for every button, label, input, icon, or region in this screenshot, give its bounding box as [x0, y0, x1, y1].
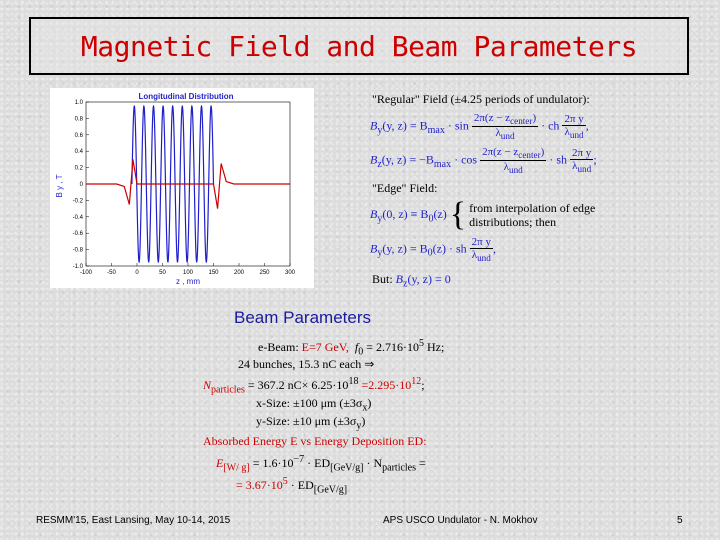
y-axis-label: B y , T: [55, 174, 64, 198]
footer-conference: RESMM'15, East Lansing, May 10-14, 2015: [36, 515, 231, 526]
y-tick-label: 0.2: [74, 165, 83, 172]
x-tick-label: 200: [233, 270, 245, 276]
bz-equation: $B_z(y$, $z) = -B_{max} \cdot \cos$ $\frac{2\pi(z - z_{center})}{\lambda_{und}}$ · sh $\frac{\text{2π y}}{\lambda_{und}}$ ;: [370, 146, 597, 176]
x-tick-label: 0: [135, 270, 139, 276]
title-box: [29, 17, 689, 75]
chart-svg: [50, 88, 314, 288]
footer-author: APS USCO Undulator - N. Mokhov: [383, 515, 538, 526]
y-tick-label: -0.6: [72, 231, 83, 238]
y-tick-label: -1.0: [72, 264, 83, 270]
edge-by-equation: $B_y(y$, $z) = B_0(z)$ · sh $\frac{\text{2π y}}{\lambda_{und}}$ ,: [370, 236, 496, 264]
x-tick-label: -50: [107, 270, 116, 276]
longitudinal-distribution-chart: [50, 88, 314, 288]
x-tick-label: 250: [259, 270, 270, 276]
x-tick-label: 50: [159, 270, 166, 276]
edge-field-header: "Edge" Field:: [372, 181, 438, 195]
x-axis-label: z , mm: [176, 277, 200, 286]
energy-equation-1: $E_{[W/ g]} = 1.6\cdot 10^{-7} \cdot ED_{[GeV/g]} \cdot N_{particles}$ =: [216, 454, 426, 474]
y-tick-label: -0.4: [72, 214, 83, 221]
y-tick-label: 0.8: [74, 116, 83, 123]
x-tick-label: 150: [208, 270, 219, 276]
ysize-line: y-Size: ±10 μm $(\pm 3\sigma_y)$: [256, 414, 366, 432]
y-tick-label: 1.0: [74, 100, 83, 106]
slide-title: Magnetic Field and Beam Parameters: [80, 29, 638, 63]
beam-parameters-title: Beam Parameters: [234, 308, 371, 327]
edge-equation: $B_y(0$, $z) \equiv B_0(z)$ { from interpolation of edge distributions; then: [370, 196, 596, 233]
y-tick-label: -0.2: [72, 198, 83, 205]
but-equation: But: $B_z(y$, z) = 0: [372, 272, 451, 290]
x-tick-label: -100: [79, 270, 93, 276]
xsize-line: x-Size: ±100 μm $(\pm 3\sigma_x)$: [256, 396, 372, 414]
y-tick-label: 0.4: [74, 149, 83, 156]
nparticles-line: $N_{particles} = 367.2$ $nC\times 6.25\cdot 10^{18} =2.295\cdot 10^{12}$;: [203, 376, 425, 396]
bunches-line: 24 bunches, 15.3 nC each ⇒: [238, 357, 375, 371]
x-tick-label: 300: [284, 270, 296, 276]
chart-title: Longitudinal Distribution: [138, 92, 234, 101]
energy-equation-2: = $3.67\cdot 10^5 \cdot ED_{[GeV/g]}$: [236, 476, 348, 496]
x-tick-label: 100: [182, 270, 194, 276]
ebeam-line: e-Beam: E=7 GeV, $f_0 = 2.716\cdot 10^5$ Hz;: [258, 338, 445, 358]
page-number: 5: [677, 515, 683, 526]
y-tick-label: 0.6: [74, 132, 83, 139]
absorbed-energy-line: Absorbed Energy E vs Energy Deposition ED:: [203, 434, 427, 448]
y-tick-label: 0: [79, 182, 83, 188]
regular-field-header: "Regular" Field (±4.25 periods of undulator):: [372, 92, 590, 106]
y-tick-label: -0.8: [72, 247, 83, 254]
by-equation: $B_y(y$, $z) = B_{max} \cdot \sin$ $\frac{2\pi(z - z_{center})}{\lambda_{und}}$ · ch $\frac{\text{2π y}}{\lambda_{und}}$ ,: [370, 112, 589, 142]
